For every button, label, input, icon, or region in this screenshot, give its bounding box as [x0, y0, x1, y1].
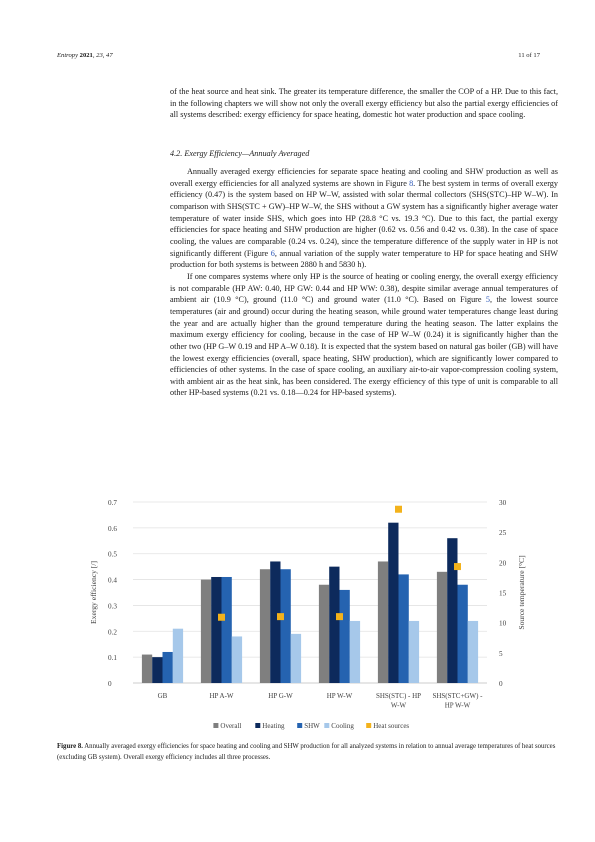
bar-overall [437, 572, 447, 683]
x-tick-label: W-W [390, 701, 407, 710]
y-tick-label: 0 [108, 680, 112, 688]
bar-heating [270, 561, 280, 683]
bar-heating [329, 567, 339, 683]
legend-swatch [255, 723, 260, 728]
x-tick-label: HP W-W [326, 692, 353, 700]
legend-swatch [324, 723, 329, 728]
y-tick-label: 0.1 [108, 654, 117, 663]
journal-name: Entropy [57, 52, 78, 59]
p2-text-a: If one compares systems where only HP is the source of heating or cooling energy, the overall exergy efficiency is not comparable (HP AW: 0.40, HP GW: 0.44 and HP WW: 0.38), despite similar average annual temperatures of ambient air (10.9 °C), ground (11.0 °C) and ground water (11.0 °C). Based on Figure [170, 271, 558, 305]
x-tick-label: SHS(STC) - HP [375, 692, 422, 700]
journal-year: 2021 [79, 52, 93, 59]
y-tick-label: 0.4 [108, 576, 117, 585]
paragraph-2 [170, 271, 558, 399]
intro-paragraph-text: of the heat source and heat sink. The greater its temperature difference, the smaller the COP of a HP. Due to this fact, in the following chapters we will show not only the overall exergy efficiency but also the partial exergy efficiencies of all systems described: exergy efficiency for space heating, domestic hot water production and space cooling. [170, 87, 558, 120]
heat-source-marker [454, 563, 461, 570]
bar-heating [152, 657, 162, 683]
y-tick-label: 0.3 [108, 602, 117, 611]
y2-axis-title: Source temperature [°C] [517, 555, 526, 630]
legend-label: Cooling [331, 722, 354, 730]
bar-shw [163, 652, 173, 683]
bar-cooling [409, 621, 419, 683]
y2-tick-label: 30 [499, 499, 507, 507]
bar-overall [201, 580, 211, 683]
bar-cooling [350, 621, 360, 683]
legend-swatch [213, 723, 218, 728]
x-tick-label: SHS(STC+GW) - [432, 692, 483, 700]
y-tick-label: 0.6 [108, 524, 117, 533]
heat-source-marker [336, 613, 343, 620]
p1-text-c: , annual variation of the supply water temperature to HP for space heating and SHW production for both systems is between 2880 h and 5830 h). [170, 248, 559, 270]
y-tick-label: 0.5 [108, 550, 117, 559]
bar-shw [340, 590, 350, 683]
bar-overall [319, 585, 329, 683]
legend-label: Heating [262, 722, 285, 730]
p1-text-a: Annually averaged exergy efficiencies for separate space heating and cooling and SHW production as well as overall exergy efficiencies for all analyzed systems are shown in Figure [170, 167, 558, 188]
y2-tick-label: 20 [499, 559, 507, 568]
page-number: 11 of 17 [518, 52, 540, 59]
exergy-efficiency-chart [75, 485, 565, 745]
legend-label: SHW [304, 722, 320, 730]
bar-heating [211, 577, 221, 683]
figure-link-6[interactable]: 6 [270, 248, 275, 258]
x-tick-label: HP A-W [209, 692, 234, 700]
legend-swatch [366, 723, 371, 728]
figure-8 [75, 485, 565, 835]
intro-paragraph [170, 86, 558, 121]
heat-source-marker [277, 613, 284, 620]
legend-label: Overall [220, 722, 242, 730]
heat-source-marker [218, 614, 225, 621]
p2-text-b: , the lowest source temperatures (air and ground) occur during the heating season, while ground water temperatures change least during the year and are actually higher than the ground temperature during the heating season. The latter explains the maximum exergy efficiency for cooling, because in the case of HP W–W (0.24) it is significantly higher than the other two (HP G–W 0.19 and HP A–W 0.18). It is expected that the system based on natural gas boiler (GB) will have the lowest exergy efficiencies (overall, space heating, SHW production), which are significantly lower compared to efficiencies of other systems. In the case of space cooling, an auxiliary air-to-air vapor-compression cooling system, with ambient air as the heat sink, has been considered. The exergy efficiency of this type of unit is comparable to all other HP-based systems (0.21 vs. 0.18—0.24 for HP-based systems). [170, 295, 558, 398]
x-tick-label: HP G-W [268, 692, 293, 700]
y-tick-label: 0.2 [108, 628, 117, 637]
legend-swatch [297, 723, 302, 728]
journal-volume: , 23, 47 [92, 52, 113, 59]
caption-text: Annually averaged exergy efficiencies for space heating and cooling and SHW production for all analyzed systems in relation to annual average temperatures of heat sources (excluding GB system). Overall exergy efficiency includes all three processes. [57, 743, 556, 761]
caption-label: Figure 8. [57, 743, 83, 750]
bar-cooling [232, 636, 242, 683]
y-axis-title: Exergy efficiency [/] [89, 561, 98, 624]
bar-overall [378, 561, 388, 683]
paragraph-1 [170, 166, 558, 271]
p1-text-b: . The best system in terms of overall exergy efficiency (0.47) is the system based on HP W–W, assisted with solar thermal collectors (SHS(STC)–HP W–W). In comparison with SHS(STC + GW)–HP W–W, the SHS without a GW system has a significantly higher average water temperature of water inside SHS, which goes into HP (28.8 °C vs. 19.3 °C). Due to this fact, the partial exergy efficiencies for space heating and SHW production are higher (0.62 vs. 0.56 and 0.42 vs. 0.38). In the case of space cooling, the values are comparable (0.24 vs. 0.24), since the temperature difference of the supply water in HP is not significantly different (Figure [170, 178, 558, 258]
y2-tick-label: 10 [499, 619, 507, 628]
legend-label: Heat sources [373, 722, 410, 730]
running-header-journal [57, 52, 113, 59]
bar-cooling [291, 634, 301, 683]
bar-overall [260, 569, 270, 683]
figure-link-5[interactable]: 5 [485, 295, 491, 305]
bar-shw [399, 574, 409, 683]
x-tick-label: GB [157, 692, 168, 700]
figure-caption [57, 742, 557, 764]
bar-shw [222, 577, 232, 683]
figure-link-8[interactable]: 8 [409, 178, 414, 188]
bar-heating [388, 523, 398, 683]
y2-tick-label: 0 [499, 680, 503, 688]
x-tick-label: HP W-W [444, 701, 471, 710]
y2-tick-label: 25 [499, 529, 507, 538]
y2-tick-label: 15 [499, 589, 507, 598]
bar-cooling [173, 629, 183, 683]
bar-shw [281, 569, 291, 683]
bar-cooling [468, 621, 478, 683]
bar-heating [447, 538, 457, 683]
bar-shw [458, 585, 468, 683]
y2-tick-label: 5 [499, 649, 503, 658]
bar-overall [142, 655, 152, 683]
y-tick-label: 0.7 [108, 499, 117, 507]
body-paragraphs [170, 166, 558, 399]
section-heading: 4.2. Exergy Efficiency—Annualy Averaged [170, 149, 310, 158]
heat-source-marker [395, 506, 402, 513]
